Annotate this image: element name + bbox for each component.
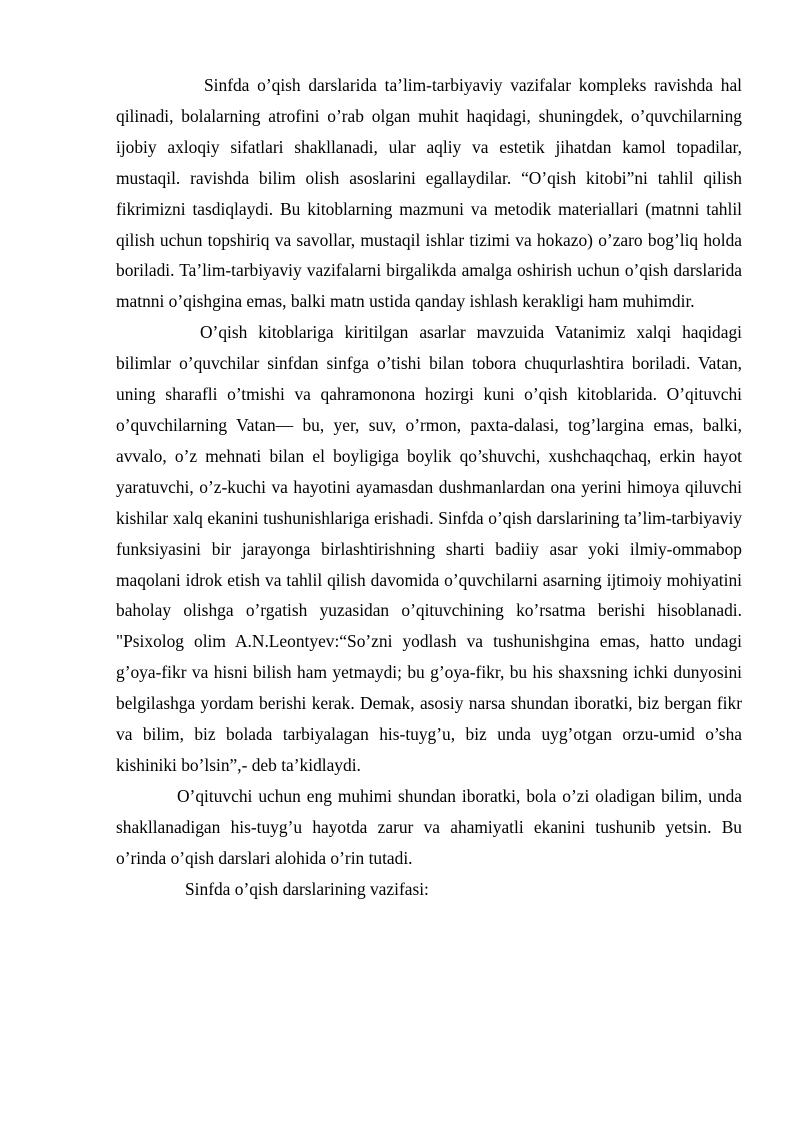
paragraph-4: Sinfda o’qish darslarining vazifasi: [185, 878, 429, 899]
paragraph-2: O’qish kitoblariga kiritilgan asarlar mavzuida Vatanimiz xalqi haqidagi bilimlar o’quvchilar sinfdan sinfga o’tishi bilan tobora chuqurlashtira boriladi. Vatan, uning sharafli o’tmishi va qahramonona hozirgi kuni o’qish kitoblarida. O’qituvchi o’quvchilarning Vatan— bu, yer, suv, o’rmon, paxta-dalasi, tog’largina emas, balki, avvalo, o’z mehnati bilan el boyligiga boylik qo’shuvchi, xushchaqchaq, erkin hayot yaratuvchi, o’z-kuchi va hayotini ayamasdan dushmanlardan ona yerini himoya qiluvchi kishilar xalq ekanini tushunishlariga erishadi. Sinfda o’qish darslarining ta’lim-tarbiyaviy funksiyasini bir jarayonga birlashtirishning sharti badiiy asar yoki ilmiy-ommabop maqolani idrok etish va tahlil qilish davomida o’quvchilarni asarning ijtimoiy mohiyatini baholay olishga o’rgatish yuzasidan o’qituvchining ko’rsatma berishi hisoblanadi. "Psixolog olim A.N.Leontyev:“So’zni yodlash va tushunishgina emas, hatto undagi g’oya-fikr va hisni bilish ham yetmaydi; bu g’oya-fikr, bu his shaxsning ichki dunyosini belgilashga yordam berishi kerak. Demak, asosiy narsa shundan iboratki, biz bergan fikr va bilim, biz bolada tarbiyalagan his-tuyg’u, biz unda uyg’otgan orzu-umid o’sha kishiniki bo’lsin”,- deb ta’kidlaydi. [116, 322, 742, 775]
paragraph-3: O’qituvchi uchun eng muhimi shundan iboratki, bola o’zi oladigan bilim, unda shakllanadigan his-tuyg’u hayotda zarur va ahamiyatli ekanini tushunib yetsin. Bu o’rinda o’qish darslari alohida o’rin tutadi. [116, 785, 742, 868]
body-text [116, 70, 742, 904]
paragraph-1: Sinfda o’qish darslarida ta’lim-tarbiyaviy vazifalar kompleks ravishda hal qilinadi, bolalarning atrofini o’rab olgan muhit haqidagi, shuningdek, o’quvchilarning ijobiy axloqiy sifatlari shakllanadi, ular aqliy va estetik jihatdan kamol topadilar, mustaqil. ravishda bilim olish asoslarini egallaydilar. “O’qish kitobi”ni tahlil qilish fikrimizni tasdiqlaydi. Bu kitoblarning mazmuni va metodik materiallari (matnni tahlil qilish uchun topshiriq va savollar, mustaqil ishlar tizimi va hokazo) o’zaro bog’liq holda boriladi. Ta’lim-tarbiyaviy vazifalarni birgalikda amalga oshirish uchun o’qish darslarida matnni o’qishgina emas, balki matn ustida qanday ishlash kerakligi ham muhimdir. [116, 75, 742, 312]
